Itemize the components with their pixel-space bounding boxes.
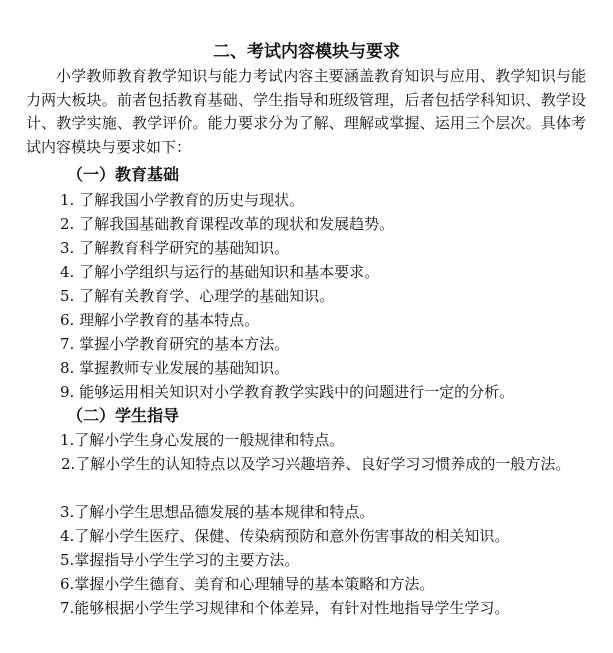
list-item: 2.了解小学生的认知特点以及学习兴趣培养、良好学习习惯养成的一般方法。: [61, 455, 571, 473]
list-item: 4. 了解小学组织与运行的基础知识和基本要求。: [60, 263, 380, 281]
list-item: 9. 能够运用相关知识对小学教育教学实践中的问题进行一定的分析。: [60, 383, 515, 401]
list-item: 3.了解小学生思想品德发展的基本规律和特点。: [60, 503, 375, 521]
list-item: 8. 掌握教师专业发展的基础知识。: [60, 359, 290, 377]
section-title: 二、考试内容模块与要求: [213, 42, 400, 62]
list-item: 1.了解小学生身心发展的一般规律和特点。: [60, 431, 345, 449]
list-item: 7.能够根据小学生学习规律和个体差异，有针对性地指导学生学习。: [60, 599, 510, 617]
heading-student-guidance: （二）学生指导: [67, 406, 180, 425]
list-item: 6. 理解小学教育的基本特点。: [60, 311, 260, 329]
list-item: 1. 了解我国小学教育的历史与现状。: [60, 191, 305, 209]
intro-paragraph: 小学教师教育教学知识与能力考试内容主要涵盖教育知识与应用、教学知识与能力两大板块。前者包括教育基础、学生指导和班级管理，后者包括学科知识、教学设计、教学实施、教学评价。能力要求分为了解、理解或掌握、运用三个层次。具体考试内容模块与要求如下：: [26, 67, 586, 156]
list-item: 6.掌握小学生德育、美育和心理辅导的基本策略和方法。: [60, 575, 435, 593]
list-item: 3. 了解教育科学研究的基础知识。: [60, 239, 290, 257]
list-item: 7. 掌握小学教育研究的基本方法。: [60, 335, 290, 353]
heading-education-basics: （一）教育基础: [67, 165, 180, 184]
list-item: 4.了解小学生医疗、保健、传染病预防和意外伤害事故的相关知识。: [60, 527, 510, 545]
list-item: 5.掌握指导小学生学习的主要方法。: [60, 551, 300, 569]
list-item: 5. 了解有关教育学、心理学的基础知识。: [60, 287, 335, 305]
list-item: 2. 了解我国基础教育课程改革的现状和发展趋势。: [60, 215, 395, 233]
